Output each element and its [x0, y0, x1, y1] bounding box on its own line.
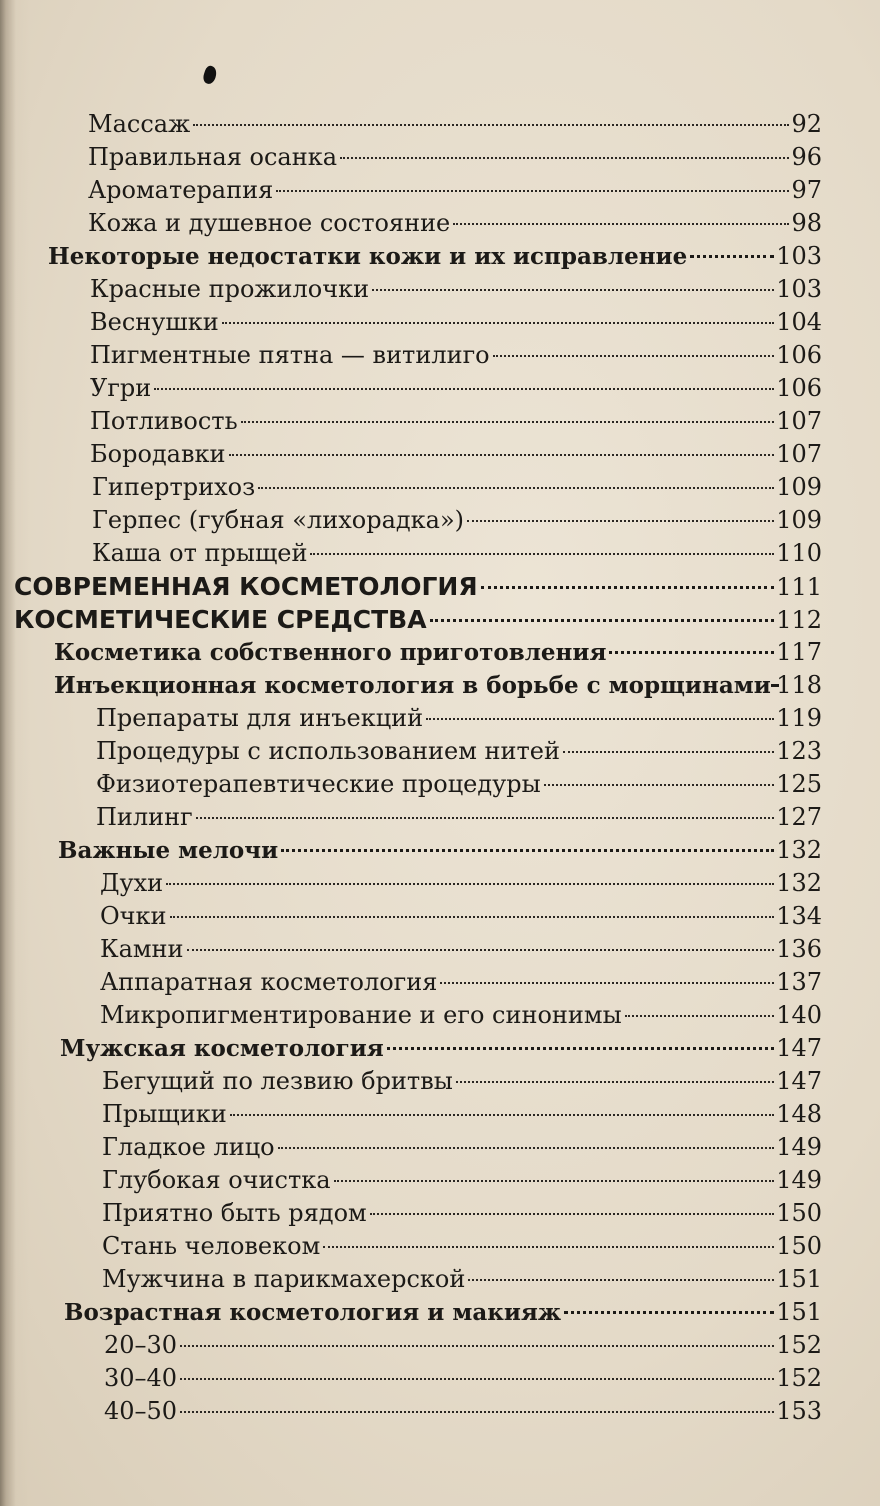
- dot-leader: [468, 1279, 774, 1281]
- toc-entry[interactable]: [0, 471, 880, 504]
- toc-entry-title: Ароматерапия: [88, 176, 274, 204]
- toc-entry-page-number: 147: [776, 1034, 822, 1062]
- dot-leader: [230, 1114, 774, 1116]
- dot-leader: [180, 1411, 774, 1413]
- dot-leader: [340, 157, 789, 159]
- toc-entry-title: Некоторые недостатки кожи и их исправление: [48, 243, 688, 270]
- toc-entry[interactable]: [0, 1065, 880, 1098]
- toc-entry[interactable]: [0, 438, 880, 471]
- dot-leader: [609, 651, 774, 654]
- toc-entry-title: Бегущий по лезвию бритвы: [102, 1067, 453, 1095]
- toc-entry-page-number: 132: [776, 836, 822, 864]
- toc-entry-page-number: 97: [791, 176, 822, 204]
- toc-entry-title: Микропигментирование и его синонимы: [100, 1001, 622, 1029]
- dot-leader: [690, 255, 774, 258]
- toc-entry-page-number: 109: [776, 473, 822, 501]
- toc-entry-title: Стань человеком: [102, 1232, 321, 1260]
- toc-entry-title: Потливость: [90, 407, 238, 435]
- dot-leader: [493, 355, 775, 357]
- dot-leader: [281, 849, 774, 852]
- toc-entry-title: Веснушки: [90, 308, 219, 336]
- toc-entry-page-number: 151: [776, 1265, 822, 1293]
- dot-leader: [323, 1246, 774, 1248]
- dot-leader: [187, 949, 775, 951]
- toc-entry-title: Гладкое лицо: [102, 1133, 275, 1161]
- toc-entry[interactable]: [0, 603, 880, 636]
- toc-entry-title: Глубокая очистка: [102, 1166, 331, 1194]
- dot-leader: [467, 520, 774, 522]
- toc-entry-title: Кожа и душевное состояние: [88, 209, 451, 237]
- dot-leader: [278, 1147, 775, 1149]
- toc-entry[interactable]: [0, 1362, 880, 1395]
- toc-entry-page-number: 119: [776, 704, 822, 732]
- dot-leader: [276, 190, 789, 192]
- toc-entry-page-number: 140: [776, 1001, 822, 1029]
- toc-entry-page-number: 118: [776, 671, 822, 699]
- toc-entry-title: Прыщики: [102, 1100, 227, 1128]
- table-of-contents: [0, 108, 880, 1428]
- dot-leader: [625, 1015, 775, 1017]
- toc-entry[interactable]: [0, 207, 880, 240]
- toc-entry-page-number: 103: [776, 275, 822, 303]
- toc-entry-page-number: 111: [776, 573, 822, 601]
- toc-entry-title: Косметика собственного приготовления: [54, 639, 607, 666]
- toc-entry[interactable]: [0, 1329, 880, 1362]
- toc-entry[interactable]: [0, 141, 880, 174]
- toc-entry-page-number: 110: [776, 539, 822, 567]
- toc-entry-page-number: 98: [791, 209, 822, 237]
- toc-entry[interactable]: [0, 735, 880, 768]
- toc-entry[interactable]: [0, 1164, 880, 1197]
- toc-entry-title: Препараты для инъекций: [96, 704, 424, 732]
- toc-entry[interactable]: [0, 1395, 880, 1428]
- toc-entry[interactable]: [0, 1131, 880, 1164]
- toc-entry-title: Физиотерапевтические процедуры: [96, 770, 541, 798]
- toc-entry-page-number: 150: [776, 1232, 822, 1260]
- toc-entry[interactable]: [0, 900, 880, 933]
- toc-entry-title: Красные прожилочки: [90, 275, 370, 303]
- toc-entry-page-number: 153: [776, 1397, 822, 1425]
- toc-entry-page-number: 137: [776, 968, 822, 996]
- toc-entry-title: Возрастная косметология и макияж: [64, 1299, 562, 1326]
- dot-leader: [564, 1311, 774, 1314]
- toc-entry[interactable]: [0, 240, 880, 273]
- toc-entry-page-number: 109: [776, 506, 822, 534]
- dot-leader: [544, 784, 774, 786]
- toc-entry-page-number: 149: [776, 1166, 822, 1194]
- dot-leader: [166, 883, 774, 885]
- toc-entry-page-number: 150: [776, 1199, 822, 1227]
- dot-leader: [170, 916, 775, 918]
- toc-entry-page-number: 152: [776, 1331, 822, 1359]
- toc-entry-title: Каша от прыщей: [92, 539, 308, 567]
- toc-entry[interactable]: [0, 966, 880, 999]
- toc-entry-title: Камни: [100, 935, 184, 963]
- dot-leader: [193, 124, 789, 126]
- toc-entry[interactable]: [0, 702, 880, 735]
- toc-entry-page-number: 106: [776, 341, 822, 369]
- toc-entry-page-number: 151: [776, 1298, 822, 1326]
- toc-entry-title: 40–50: [104, 1397, 178, 1425]
- toc-entry[interactable]: [0, 669, 880, 702]
- toc-entry[interactable]: [0, 504, 880, 537]
- toc-entry-page-number: 132: [776, 869, 822, 897]
- toc-entry[interactable]: [0, 636, 880, 669]
- dot-leader: [430, 619, 775, 622]
- toc-entry-page-number: 107: [776, 407, 822, 435]
- toc-entry-title: Герпес (губная «лихорадка»): [92, 506, 465, 534]
- toc-entry-page-number: 112: [776, 606, 822, 634]
- toc-entry-page-number: 106: [776, 374, 822, 402]
- toc-entry-title: Пигментные пятна — витилиго: [90, 341, 490, 369]
- dot-leader: [456, 1081, 774, 1083]
- dot-leader: [180, 1345, 774, 1347]
- toc-entry-page-number: 127: [776, 803, 822, 831]
- dot-leader: [334, 1180, 775, 1182]
- dot-leader: [180, 1378, 774, 1380]
- toc-entry-title: СОВРЕМЕННАЯ КОСМЕТОЛОГИЯ: [14, 572, 478, 601]
- toc-entry[interactable]: [0, 306, 880, 339]
- dot-leader: [196, 817, 774, 819]
- toc-entry-title: Угри: [90, 374, 152, 402]
- toc-entry-title: Гипертрихоз: [92, 473, 256, 501]
- toc-entry-page-number: 123: [776, 737, 822, 765]
- dot-leader: [481, 586, 775, 589]
- toc-entry[interactable]: [0, 867, 880, 900]
- toc-entry[interactable]: [0, 174, 880, 207]
- toc-entry[interactable]: [0, 1263, 880, 1296]
- toc-entry[interactable]: [0, 768, 880, 801]
- dot-leader: [387, 1047, 774, 1050]
- toc-entry-page-number: 107: [776, 440, 822, 468]
- toc-entry-page-number: 148: [776, 1100, 822, 1128]
- toc-entry[interactable]: [0, 1296, 880, 1329]
- toc-entry[interactable]: [0, 999, 880, 1032]
- toc-entry[interactable]: [0, 1197, 880, 1230]
- toc-entry-title: Мужчина в парикмахерской: [102, 1265, 466, 1293]
- toc-entry-title: Приятно быть рядом: [102, 1199, 367, 1227]
- dot-leader: [310, 553, 774, 555]
- dot-leader: [440, 982, 774, 984]
- toc-entry[interactable]: [0, 372, 880, 405]
- toc-entry-page-number: 96: [791, 143, 822, 171]
- dot-leader: [241, 421, 775, 423]
- toc-entry[interactable]: [0, 405, 880, 438]
- dot-leader: [453, 223, 789, 225]
- dot-leader: [229, 454, 775, 456]
- dot-leader: [222, 322, 774, 324]
- toc-entry-title: Массаж: [88, 110, 191, 138]
- toc-entry-title: Важные мелочи: [58, 837, 279, 864]
- toc-entry-title: Инъекционная косметология в борьбе с морщинами: [54, 672, 771, 699]
- toc-entry-title: Пилинг: [96, 803, 193, 831]
- dot-leader: [372, 289, 774, 291]
- toc-entry-title: Бородавки: [90, 440, 226, 468]
- dot-leader: [258, 487, 774, 489]
- toc-entry-title: Процедуры с использованием нитей: [96, 737, 560, 765]
- toc-entry[interactable]: [0, 834, 880, 867]
- toc-entry[interactable]: [0, 1230, 880, 1263]
- toc-entry-page-number: 136: [776, 935, 822, 963]
- toc-entry-title: Духи: [100, 869, 164, 897]
- toc-entry-title: Аппаратная косметология: [100, 968, 438, 996]
- ink-blot: [202, 65, 219, 86]
- toc-entry-page-number: 152: [776, 1364, 822, 1392]
- toc-entry[interactable]: [0, 537, 880, 570]
- toc-entry-page-number: 92: [791, 110, 822, 138]
- toc-entry[interactable]: [0, 108, 880, 141]
- toc-entry-title: 30–40: [104, 1364, 178, 1392]
- toc-entry-page-number: 125: [776, 770, 822, 798]
- toc-entry-title: Правильная осанка: [88, 143, 337, 171]
- toc-entry[interactable]: [0, 339, 880, 372]
- toc-entry-page-number: 103: [776, 242, 822, 270]
- toc-entry[interactable]: [0, 801, 880, 834]
- toc-entry[interactable]: [0, 570, 880, 603]
- dot-leader: [426, 718, 774, 720]
- toc-entry[interactable]: [0, 273, 880, 306]
- toc-entry-page-number: 134: [776, 902, 822, 930]
- toc-entry-page-number: 117: [776, 638, 822, 666]
- toc-entry-title: 20–30: [104, 1331, 178, 1359]
- toc-entry-title: Мужская косметология: [60, 1035, 384, 1062]
- toc-entry-page-number: 104: [776, 308, 822, 336]
- toc-entry-title: КОСМЕТИЧЕСКИЕ СРЕДСТВА: [14, 605, 427, 634]
- toc-entry-page-number: 147: [776, 1067, 822, 1095]
- dot-leader: [154, 388, 774, 390]
- toc-entry-page-number: 149: [776, 1133, 822, 1161]
- toc-entry[interactable]: [0, 1098, 880, 1131]
- toc-entry[interactable]: [0, 933, 880, 966]
- dot-leader: [563, 751, 774, 753]
- dot-leader: [370, 1213, 774, 1215]
- toc-entry-title: Очки: [100, 902, 167, 930]
- toc-entry[interactable]: [0, 1032, 880, 1065]
